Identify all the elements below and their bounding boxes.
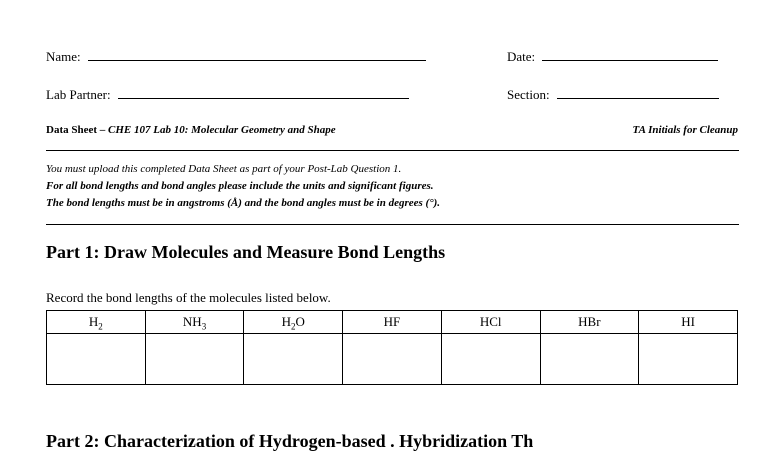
instructions-divider	[46, 224, 739, 225]
section-input-line[interactable]	[557, 86, 719, 99]
name-field[interactable]	[46, 48, 426, 65]
molecule-header-hbr: HBr	[540, 311, 639, 334]
part2-title: Part 2: Characterization of Hydrogen-based . Hybridization Th	[46, 431, 534, 451]
instruction-upload: You must upload this completed Data Sheet as part of your Post-Lab Question 1.	[46, 163, 402, 175]
bond-length-cell-hbr[interactable]	[540, 334, 639, 385]
bond-length-table	[46, 310, 738, 385]
part1-title: Part 1: Draw Molecules and Measure Bond Lengths	[46, 242, 446, 262]
section-label: Section:	[507, 87, 550, 102]
bond-length-cell-hf[interactable]	[343, 334, 442, 385]
bond-length-cell-hi[interactable]	[639, 334, 738, 385]
molecule-header-h2o: $H_2O$	[244, 311, 343, 334]
bond-length-cell-h2[interactable]	[47, 334, 146, 385]
bond-length-cell-nh3[interactable]	[145, 334, 244, 385]
header-title: CHE 107 Lab 10: Molecular Geometry and Shape	[108, 124, 336, 136]
molecule-header-hi: HI	[639, 311, 738, 334]
lab-partner-field[interactable]	[46, 86, 409, 103]
table-answer-row	[47, 334, 738, 385]
table-header-row	[47, 311, 738, 334]
bond-length-cell-hcl[interactable]	[441, 334, 540, 385]
date-field[interactable]	[507, 48, 718, 65]
date-label: Date:	[507, 49, 536, 64]
bond-length-cell-h2o[interactable]	[244, 334, 343, 385]
molecule-header-hcl: HCl	[441, 311, 540, 334]
part1-prompt: Record the bond lengths of the molecules listed below.	[46, 290, 331, 305]
ta-initials-label: TA Initials for Cleanup	[632, 124, 738, 136]
section-field[interactable]	[507, 86, 719, 103]
molecule-header-nh3: $NH_3$	[145, 311, 244, 334]
instruction-units: For all bond lengths and bond angles please include the units and significant figures.	[46, 180, 434, 192]
data-sheet-header	[46, 124, 336, 136]
header-prefix: Data Sheet –	[46, 124, 109, 136]
instruction-angstroms: The bond lengths must be in angstroms (Å) and the bond angles must be in degrees (°).	[46, 197, 441, 209]
name-label: Name:	[46, 49, 81, 64]
date-input-line[interactable]	[542, 48, 718, 61]
molecule-header-hf: HF	[343, 311, 442, 334]
lab-partner-label: Lab Partner:	[46, 87, 111, 102]
lab-partner-input-line[interactable]	[118, 86, 409, 99]
header-divider	[46, 150, 739, 151]
molecule-header-h2: $H_2$	[47, 311, 146, 334]
name-input-line[interactable]	[88, 48, 426, 61]
